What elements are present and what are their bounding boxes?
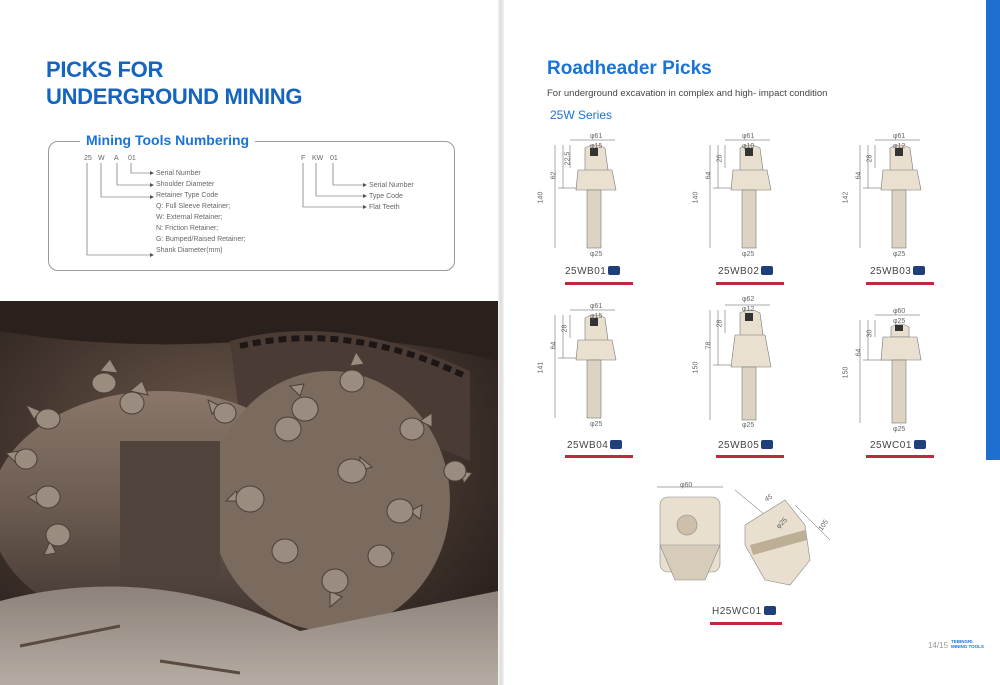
model-underline: [716, 282, 784, 285]
section-subtitle: For underground excavation in complex and high- impact condition: [547, 88, 828, 99]
model-label: 25WC01: [870, 440, 926, 451]
numbering-connectors: [0, 0, 498, 300]
model-label: 25WB05: [718, 440, 773, 451]
holder-svg: [645, 485, 845, 595]
code-part: 01: [128, 155, 136, 162]
model-underline: [710, 622, 782, 625]
code-part: W: [98, 155, 105, 162]
badge-icon: [608, 266, 620, 275]
section-title: Roadheader Picks: [547, 58, 712, 79]
brand-logo: TEBINGRI MINING TOOLS: [951, 639, 984, 649]
model-underline: [716, 455, 784, 458]
numbering-right-list: Serial Number Type Code Flat Teeth: [369, 182, 414, 211]
code-part: F: [301, 155, 306, 162]
model-label: H25WC01: [712, 606, 776, 617]
model-label: 25WB03: [870, 266, 925, 277]
page-edge-tab: [986, 0, 1000, 460]
pick-svg: [695, 295, 795, 430]
series-label: 25W Series: [550, 108, 613, 122]
badge-icon: [610, 440, 622, 449]
page-number: 14/15: [928, 641, 949, 650]
badge-icon: [761, 440, 773, 449]
numbering-title: Mining Tools Numbering: [80, 132, 255, 148]
code-part: KW: [312, 155, 324, 162]
badge-icon: [764, 606, 776, 615]
model-underline: [565, 455, 633, 458]
numbering-left-list: Serial Number Shoulder Diameter Retainer Type Code Q: Full Sleeve Retainer; W: External Retainer; N: Friction Retainer; G: Bumped/Raised Retainer; Shank Diameter(mm): [156, 170, 246, 254]
badge-icon: [913, 266, 925, 275]
model-underline: [866, 455, 934, 458]
code-part: A: [114, 155, 119, 162]
model-label: 25WB04: [567, 440, 622, 451]
code-part: 25: [84, 155, 92, 162]
code-part: 01: [330, 155, 338, 162]
model-label: 25WB02: [718, 266, 773, 277]
model-label: 25WB01: [565, 266, 620, 277]
model-underline: [866, 282, 934, 285]
mining-photo: [0, 301, 498, 685]
page-fold: [498, 0, 504, 685]
badge-icon: [761, 266, 773, 275]
model-underline: [565, 282, 633, 285]
page-title: PICKS FOR UNDERGROUND MINING: [46, 57, 303, 109]
badge-icon: [914, 440, 926, 449]
